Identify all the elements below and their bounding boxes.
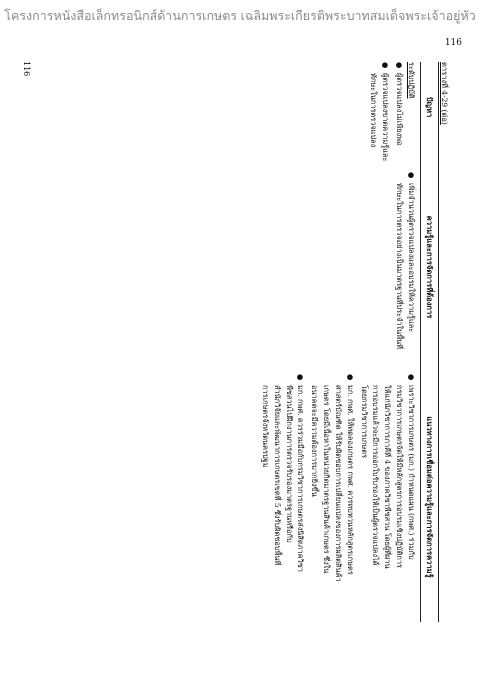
list-item	[358, 374, 417, 622]
header-approach: แนวทางการเชื่อมต่อความรู้และการจัดการความรู้	[425, 416, 434, 578]
header-problem: ปัญหา	[425, 96, 434, 118]
approach-text: มก. กพศ. ให้ทดลองเกษตร กพศ. ควรทบทวนหลักสูตรเกษตร	[345, 385, 355, 575]
section-label: ระดับปฏิบัติ	[407, 62, 416, 99]
approach-text: สำนักวิจัยและพัฒนาการเกษตรเขตที่ 5 ซึ่งรับผิดชอบพื้นที่	[272, 385, 282, 566]
problem-column	[365, 62, 405, 167]
approach-text: ให้แก่นักวิชาการภาคีที่ 4 ของภาควิชาพืชสวน โดยผู้ที่ผ่าน	[383, 385, 393, 569]
need-column	[391, 172, 417, 367]
problem-text: ผู้ตรวจแปลงขาดความรู้และ	[381, 73, 391, 162]
page-header-watermark: โครงการหนังสือเล็กทรอนิกส์ด้านการเกษตร เฉลิมพระเกียรติพระบาทสมเด็จพระเจ้าอยู่หัว	[4, 9, 476, 23]
problem-text: ผู้ตรวจแปลงไม่เพียงพอ	[395, 73, 404, 146]
bullet-icon: ●	[407, 374, 416, 381]
approach-text: เกษตร โดยมีเนื้อหาในหน่วยกิตมาตรฐานสินค้าเกษตร ซึ่งใน	[322, 385, 332, 574]
page-number: 116	[444, 38, 462, 48]
approach-text: กรมวิชาการเกษตรจัดให้มีหลักสูตรการอบรมเชิงปฏิบัติการ	[395, 385, 405, 568]
table-header-rule	[420, 62, 421, 622]
rotated-table-page	[20, 62, 450, 622]
header-need: ความรู้และการจัดการที่ต้องการ	[425, 215, 434, 319]
list-item	[393, 62, 405, 167]
problem-text: ทักษะในการตรวจแปลง	[369, 73, 379, 148]
side-page-number: 116	[22, 61, 31, 77]
approach-text: การอบรมแล้วจะมีการออกใบรับรองให้เป็นผู้ตรวจแปลงได้	[371, 385, 381, 566]
approach-text: มก. กพศ. ควรร่วมมือกับกรมวิชาการเกษตรส่งนิสิตภาควิชา	[296, 385, 306, 572]
list-item	[367, 62, 391, 167]
need-text: ทักษะในการตรวจอย่างเป็นมาตรฐานที่ประจำในพื้นที่	[395, 183, 405, 350]
bullet-icon: ●	[296, 374, 306, 381]
approach-column	[257, 374, 417, 622]
list-item	[393, 172, 417, 367]
approach-text: อนาคตจะมีความต้องการมากยิ่งขึ้น	[310, 385, 320, 497]
bullet-icon: ●	[395, 62, 404, 69]
approach-text: พืชสวนไปฝึกงานการตรวจรับรองมาตรฐานหรือกับ	[284, 385, 294, 543]
bullet-icon: ●	[345, 374, 355, 381]
list-item	[259, 374, 306, 622]
need-text: เพิ่มจำนวนผู้ตรวจแปลงและอบรมให้ความรู้และ	[407, 183, 416, 333]
bullet-icon: ●	[381, 62, 391, 69]
approach-text: โดยกรมวิชาการเกษตร	[359, 385, 369, 458]
approach-text: ศาสตร์บัณฑิต ให้รับผิดชอบการเปลี่ยนแปลงของการผลิตสินค้า	[333, 385, 343, 582]
table-caption: ตารางที่ 4-29 (ต่อ)	[440, 62, 449, 125]
bullet-icon: ●	[407, 172, 416, 179]
list-item	[308, 374, 355, 622]
table-top-rule	[438, 62, 439, 622]
approach-text: เพราะวิชาการเกษตร (มก.) กำหนดแผน (กพศ.) ร่วมกับ	[407, 385, 416, 560]
approach-text: การเกษตรจังหวัดนครปฐม	[260, 385, 270, 468]
